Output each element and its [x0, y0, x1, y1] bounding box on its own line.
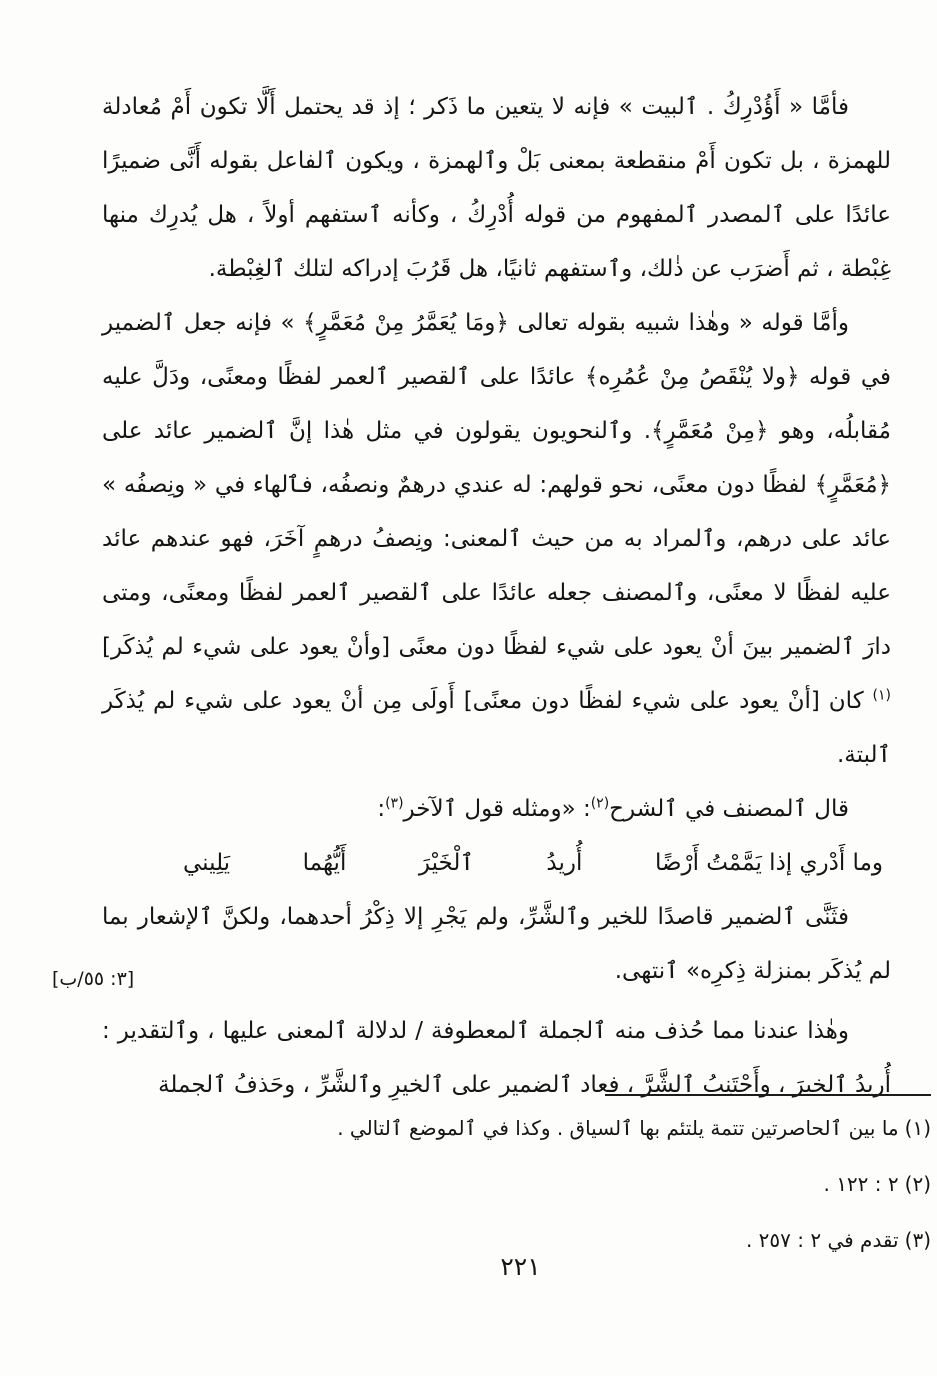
paragraph-1: فأمَّا « أَؤُدْرِكُ . ٱلبيت » فإنه لا يتعين ما ذَكر ؛ إذ قد يحتمل أَلَّا تكون أَمْ مُعادلة للهمزة ، بل تكون أَمْ منقطعة بمعنى بَلْ وٱلهمزة ، ويكون ٱلفاعل بقوله أَنَّى ضميرًا عائدًا على ٱلمصدر ٱلمفهوم من قوله أُدْرِكُ ، وكأنه ٱستفهم أولاً ، هل يُدرِك منها غِبْطة ، ثم أَضرَب عن ذٰلك، وٱستفهم ثانيًا، هل قَرُبَ إدراكه لتلك ٱلغِبْطة.: [102, 94, 891, 282]
footnote-1-marker: (١): [904, 1116, 931, 1140]
verse-part: أَيُّهُما: [302, 850, 347, 876]
verse-part: يَلِيني: [183, 850, 231, 876]
footnote-2-text: ٢ : ١٢٢ .: [823, 1172, 899, 1196]
footnote-1: [303, 1100, 931, 1156]
folio-margin-note: [٣: ٥٥/ب]: [52, 968, 135, 990]
footnote-3-marker: (٣): [904, 1228, 931, 1252]
page-number: ٢٢١: [500, 1252, 541, 1281]
paragraph-2: [102, 296, 891, 782]
text-segment: وأمَّا قوله « وهٰذا شبيه بقوله تعالى ﴿ومَا يُعَمَّرُ مِنْ مُعَمَّرٍ﴾ » فإنه جعل ٱلضمير في قوله ﴿ولا يُنْقَصُ مِنْ عُمُرِه﴾ عائدًا على ٱلقصير ٱلعمر لفظًا ومعنًى، ودَلَّ عليه مُقابلُه، وهو ﴿مِنْ مُعَمَّرٍ﴾. وٱلنحويون يقولون في مثل هٰذا إنَّ ٱلضمير عائد على ﴿مُعَمَّرٍ﴾ لفظًا دون معنًى، نحو قولهم: له عندي درهمٌ ونصفُه، فٱلهاء في « ونِصفُه » عائد على درهم، وٱلمراد به من حيث ٱلمعنى: ونِصفُ درهمٍ آخَرَ، فهو عندهم عائد عليه لفظًا لا معنًى، وٱلمصنف جعله عائدًا على ٱلقصير ٱلعمر لفظًا ومعنًى، ومتى دارَ ٱلضمير بينَ أنْ يعود على شيء لفظًا دون معنًى [وأنْ يعود على شيء لم يُذكَر]: [102, 310, 891, 660]
footnote-divider: [605, 1094, 931, 1096]
verse-part: ٱلْخَيْرَ: [418, 850, 474, 876]
paragraph-editor-note: وهٰذا عندنا مما حُذف منه ٱلجملة ٱلمعطوفة / لدلالة ٱلمعنى عليها ، وٱلتقدير : أُريدُ ٱلخيرَ ، وأَجْتَنِبُ ٱلشَّرَّ ، فعاد ٱلضمير على ٱلخيرِ وٱلشَّرِّ ، وحَذفُ ٱلجملة: [102, 1018, 891, 1098]
text-segment: كان [أنْ يعود على شيء لفظًا دون معنًى] أَولَى مِن أنْ يعود على شيء لم يُذكَر ٱلبتة.: [102, 688, 891, 768]
footnote-3-text: تقدم في ٢ : ٢٥٧ .: [745, 1228, 899, 1252]
poetry-line: [183, 836, 883, 890]
footnote-ref: (٣): [385, 795, 404, 812]
footnote-1-text: ما بين ٱلحاصرتين تتمة يلتئم بها ٱلسياق . وكذا في ٱلموضع ٱلتالي .: [337, 1116, 899, 1140]
verse-part: أُريدُ: [546, 850, 583, 876]
paragraph-quote-intro: [102, 782, 891, 836]
footnote-ref: (١): [872, 687, 891, 704]
main-text: [102, 80, 891, 1112]
footnote-2-marker: (٢): [904, 1172, 931, 1196]
text-segment: :: [377, 796, 386, 822]
footnote-2: [303, 1156, 931, 1212]
text-segment: : «ومثله قول ٱلآخر: [403, 796, 591, 822]
paragraph-commentary: فثَنَّى ٱلضمير قاصدًا للخير وٱلشَّرِّ، ولم يَجْرِ إلا ذِكْرُ أحدهما، ولكنَّ ٱلإشعار بما لم يُذكَر بمنزلة ذِكرِه» ٱنتهى.: [102, 904, 891, 984]
verse-part: وما أَدْري إذا يَمَّمْتُ أَرْضًا: [654, 850, 883, 876]
footnotes-section: [303, 1094, 931, 1268]
footnote-ref: (٢): [590, 795, 610, 812]
text-segment: قال ٱلمصنف في ٱلشرح: [609, 796, 849, 822]
